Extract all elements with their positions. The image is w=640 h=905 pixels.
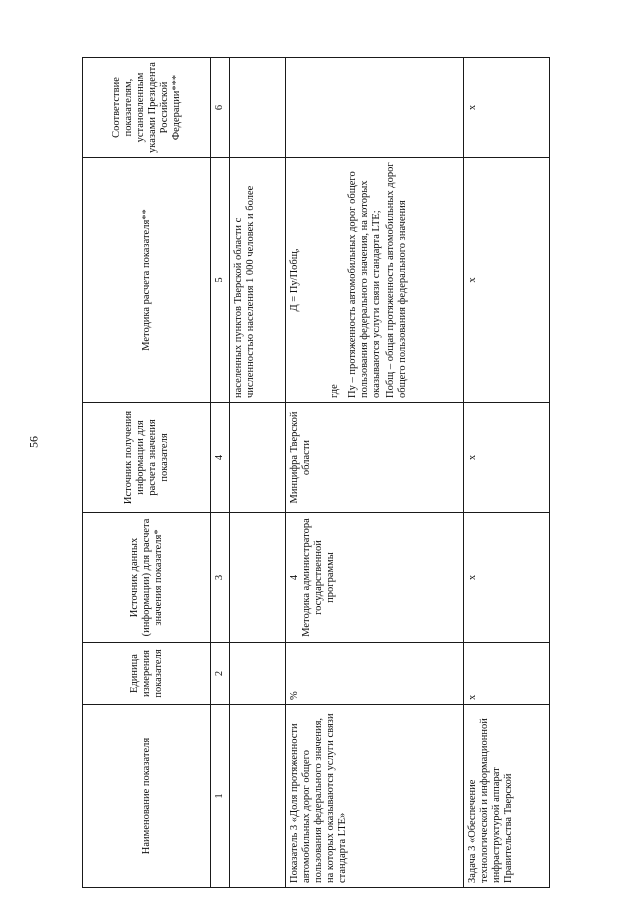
indicator-where: где <box>329 384 340 398</box>
column-number-row <box>211 58 230 888</box>
indicator-method <box>286 158 464 403</box>
continuation-row <box>230 58 286 888</box>
header-method: Методика расчета показателя** <box>83 158 211 403</box>
page-number: 56 <box>26 436 41 448</box>
indicator-compliance <box>286 58 464 158</box>
header-source: Источник данных (информации) для расчета значения показателя* <box>83 513 211 643</box>
header-info: Источник получения информации для расчета значения показателя <box>83 403 211 513</box>
indicator-source-number: 4 <box>289 574 300 581</box>
header-unit: Единица измерения показателя <box>83 643 211 705</box>
task-source: х <box>464 513 550 643</box>
column-number: 2 <box>211 643 230 705</box>
indicator-row <box>286 58 464 888</box>
indicator-definition-pu: Пу – протяженность автомобильных дорог общего пользования федерального значения, на которых оказываются услуги связи стандарта LTE; <box>347 171 382 398</box>
rotated-page <box>82 58 550 888</box>
indicator-definition-pobsch: Побщ – общая протяженность автомобильных дорог общего пользования федерального значения <box>385 162 408 398</box>
task-info: х <box>464 403 550 513</box>
task-compliance: х <box>464 58 550 158</box>
column-number: 4 <box>211 403 230 513</box>
indicator-source <box>286 513 464 643</box>
task-row <box>464 58 550 888</box>
indicators-table <box>82 57 550 888</box>
indicator-source-text: Методика администратора государственной программы <box>301 518 336 637</box>
indicator-info: Минцифра Тверской области <box>286 403 464 513</box>
indicator-unit: % <box>286 643 464 705</box>
task-name: Задача 3 «Обеспечение технологической и информационной инфраструктурой аппарат Правительства Тверской <box>464 705 550 888</box>
header-row <box>83 58 211 888</box>
column-number: 3 <box>211 513 230 643</box>
column-number: 5 <box>211 158 230 403</box>
indicator-name: Показатель 3 «Доля протяженности автомобильных дорог общего пользования федерального значения, на которых оказываются услуги связи стандарта LTE» <box>286 705 464 888</box>
header-compliance: Соответствие показателям, установленным указами Президента Российской Федерации*** <box>83 58 211 158</box>
header-name: Наименование показателя <box>83 705 211 888</box>
continuation-method: населенных пунктов Тверской области с численностью населения 1 000 человек и более <box>230 158 286 403</box>
task-method: х <box>464 158 550 403</box>
indicator-formula: Д = Пу/Побщ, <box>289 248 300 312</box>
task-unit: х <box>464 643 550 705</box>
column-number: 1 <box>211 705 230 888</box>
column-number: 6 <box>211 58 230 158</box>
